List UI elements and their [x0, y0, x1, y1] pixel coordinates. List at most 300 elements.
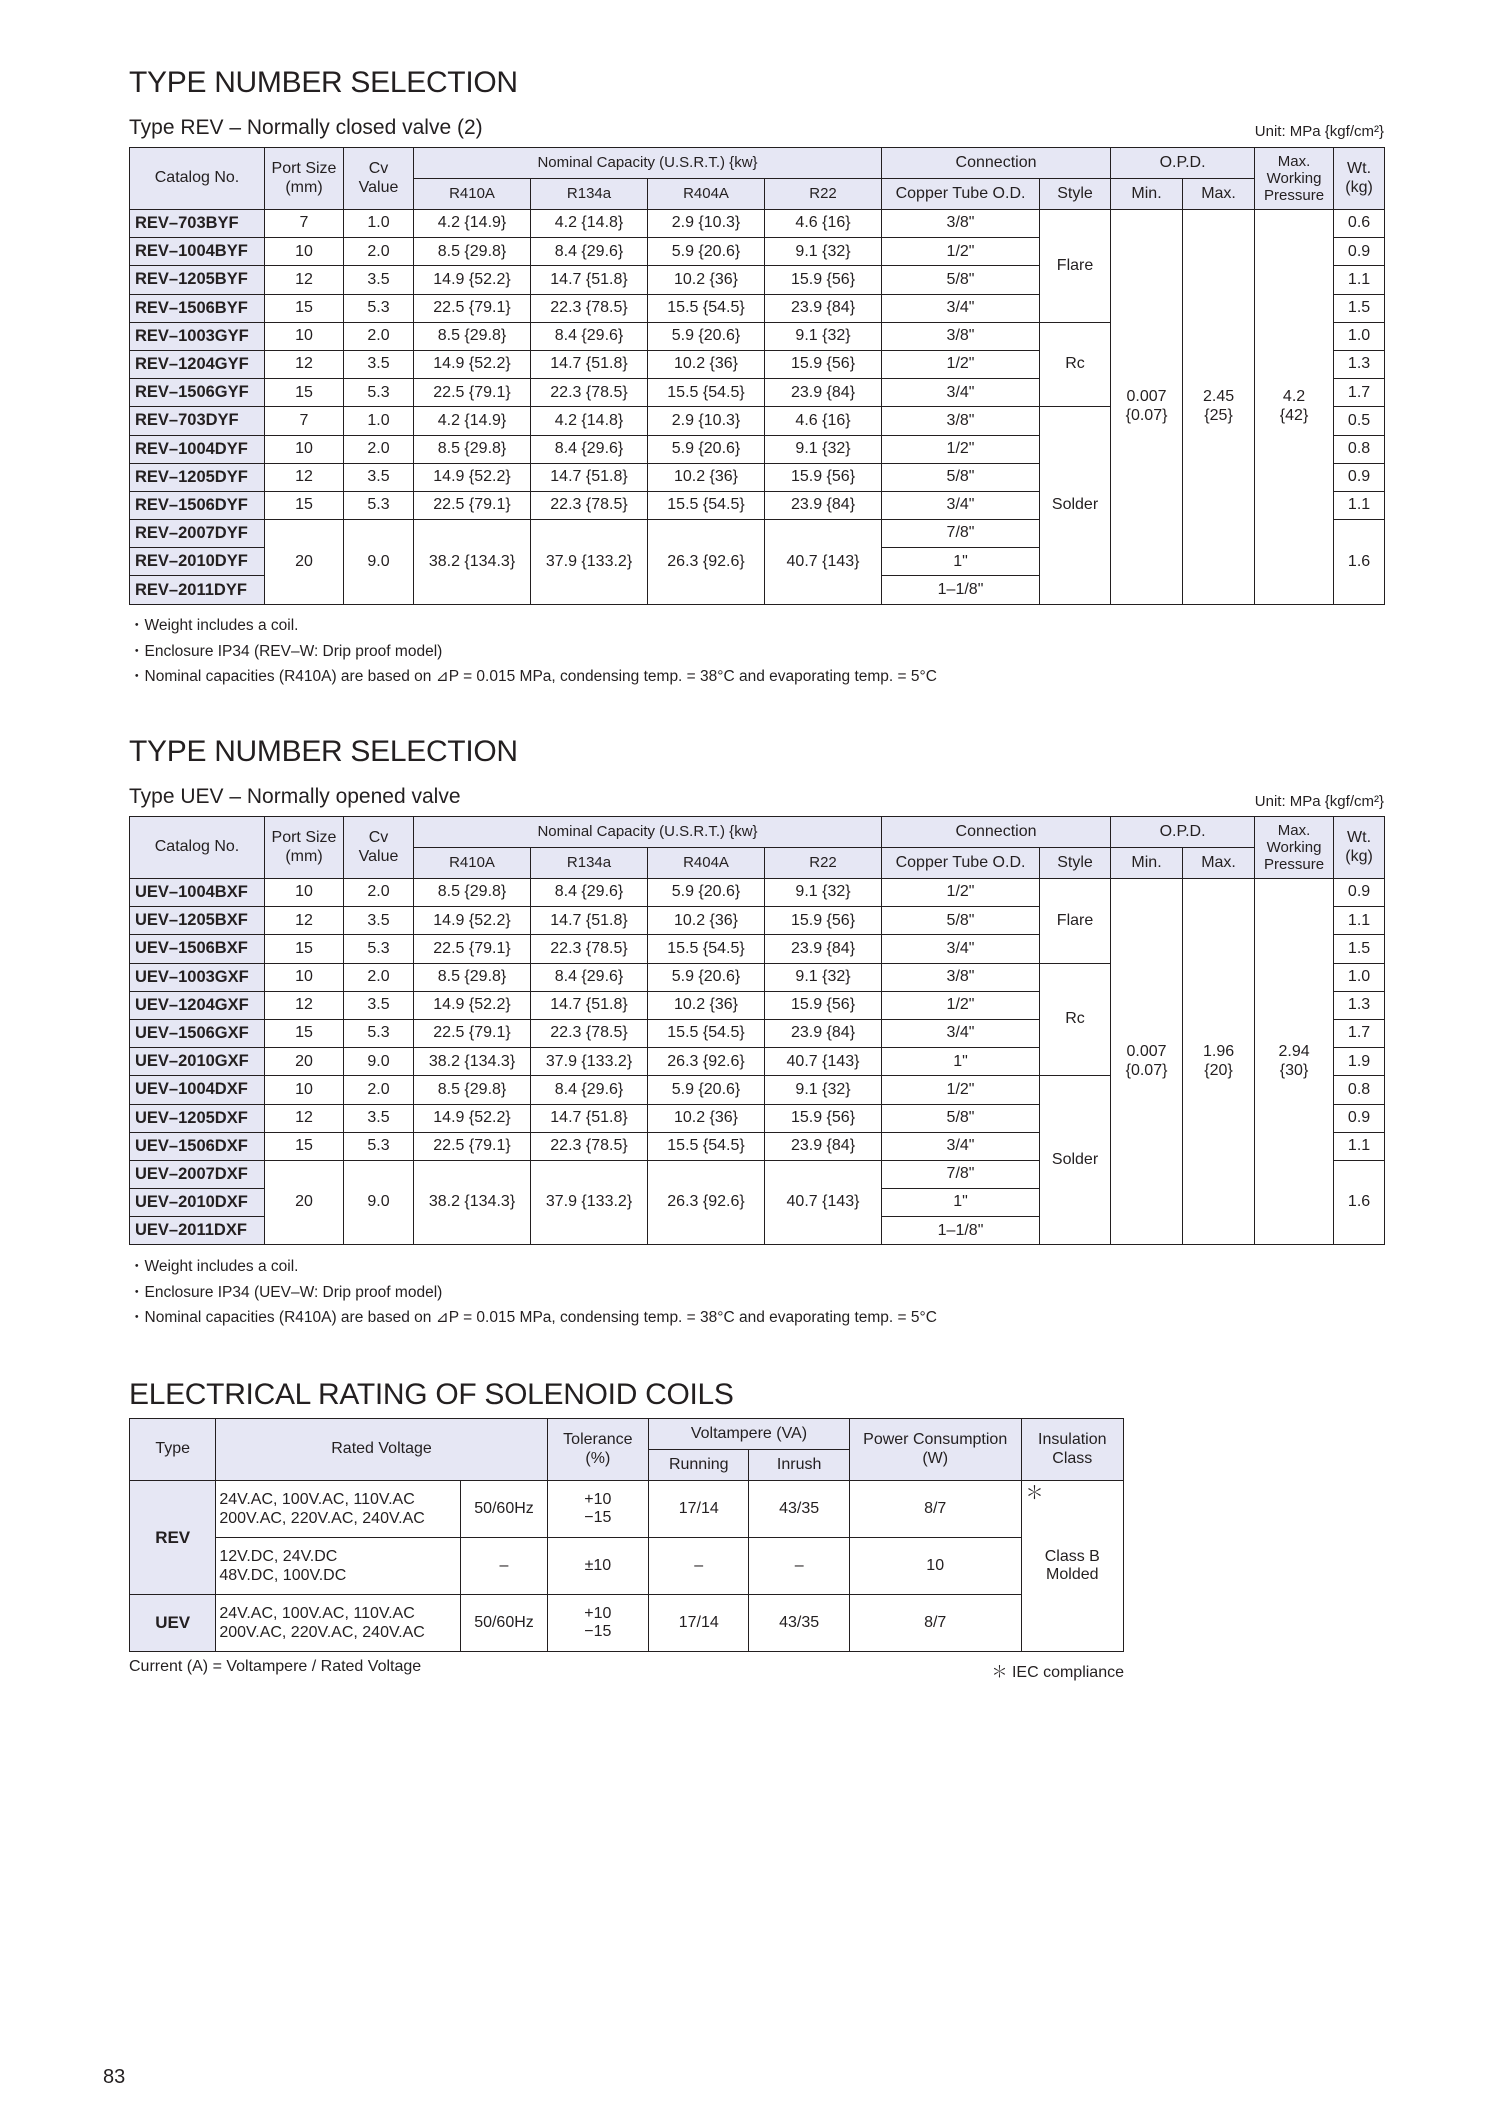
port-size-cell: 12: [265, 991, 344, 1019]
cv-value-cell: 2.0: [344, 879, 414, 907]
port-size-cell: 15: [265, 1132, 344, 1160]
r22-cell: 23.9 {84}: [765, 294, 882, 322]
port-size-cell: 20: [265, 520, 344, 605]
running-cell: 17/14: [649, 1481, 749, 1538]
uev-selection-table: [129, 816, 1385, 1245]
header-style: Style: [1040, 848, 1111, 879]
header-running: Running: [649, 1450, 749, 1481]
copper-tube-cell: 1/2": [882, 350, 1040, 378]
connection-style-cell: Flare: [1040, 210, 1111, 323]
header-port-size: Port Size (mm): [265, 148, 344, 210]
copper-tube-cell: 3/4": [882, 1019, 1040, 1047]
r410a-cell: 14.9 {52.2}: [414, 991, 531, 1019]
catalog-no-cell: UEV–1205DXF: [130, 1104, 265, 1132]
catalog-no-cell: REV–1506DYF: [130, 491, 265, 519]
weight-cell: 1.5: [1334, 935, 1385, 963]
r22-cell: 23.9 {84}: [765, 935, 882, 963]
catalog-no-cell: REV–1204GYF: [130, 350, 265, 378]
copper-tube-cell: 3/8": [882, 210, 1040, 238]
r22-cell: 40.7 {143}: [765, 520, 882, 605]
r404a-cell: 2.9 {10.3}: [648, 210, 765, 238]
header-catalog-no: Catalog No.: [130, 817, 265, 879]
r404a-cell: 5.9 {20.6}: [648, 963, 765, 991]
asterisk-icon: ＊: [1025, 1483, 1044, 1503]
table-row: [130, 1595, 1124, 1652]
r22-cell: 15.9 {56}: [765, 266, 882, 294]
uev-notes: [129, 1254, 937, 1331]
weight-cell: 1.5: [1334, 294, 1385, 322]
r134a-cell: 14.7 {51.8}: [531, 991, 648, 1019]
r22-cell: 23.9 {84}: [765, 1132, 882, 1160]
r404a-cell: 5.9 {20.6}: [648, 238, 765, 266]
weight-cell: 0.9: [1334, 879, 1385, 907]
catalog-no-cell: REV–2007DYF: [130, 520, 265, 548]
r404a-cell: 10.2 {36}: [648, 266, 765, 294]
header-opd-min: Min.: [1111, 179, 1183, 210]
r404a-cell: 10.2 {36}: [648, 1104, 765, 1132]
weight-cell: 1.3: [1334, 350, 1385, 378]
header-opd-max: Max.: [1183, 179, 1255, 210]
copper-tube-cell: 5/8": [882, 907, 1040, 935]
weight-cell: 1.6: [1334, 1160, 1385, 1245]
r134a-cell: 8.4 {29.6}: [531, 879, 648, 907]
header-r404a: R404A: [648, 179, 765, 210]
weight-cell: 1.1: [1334, 266, 1385, 294]
r404a-cell: 5.9 {20.6}: [648, 322, 765, 350]
r134a-cell: 22.3 {78.5}: [531, 379, 648, 407]
port-size-cell: 15: [265, 491, 344, 519]
r404a-cell: 2.9 {10.3}: [648, 407, 765, 435]
frequency-cell: 50/60Hz: [461, 1481, 547, 1538]
uev-section-subtitle: Type UEV – Normally opened valve: [129, 785, 461, 808]
r410a-cell: 22.5 {79.1}: [414, 294, 531, 322]
r22-cell: 4.6 {16}: [765, 210, 882, 238]
weight-cell: 1.0: [1334, 322, 1385, 350]
copper-tube-cell: 3/8": [882, 963, 1040, 991]
r22-cell: 9.1 {32}: [765, 1076, 882, 1104]
r404a-cell: 15.5 {54.5}: [648, 491, 765, 519]
r134a-cell: 37.9 {133.2}: [531, 520, 648, 605]
note: ・ Enclosure IP34 (UEV–W: Drip proof model): [129, 1280, 937, 1306]
copper-tube-cell: 7/8": [882, 1160, 1040, 1188]
catalog-no-cell: REV–1003GYF: [130, 322, 265, 350]
header-r134a: R134a: [531, 179, 648, 210]
r22-cell: 4.6 {16}: [765, 407, 882, 435]
current-formula-note: Current (A) = Voltampere / Rated Voltage: [129, 1658, 422, 1675]
r410a-cell: 4.2 {14.9}: [414, 210, 531, 238]
header-r22: R22: [765, 179, 882, 210]
r134a-cell: 4.2 {14.8}: [531, 210, 648, 238]
table-row: [130, 210, 1385, 238]
r134a-cell: 14.7 {51.8}: [531, 463, 648, 491]
header-opd-max: Max.: [1183, 848, 1255, 879]
max-working-pressure-cell: 2.94 {30}: [1255, 879, 1334, 1245]
port-size-cell: 15: [265, 294, 344, 322]
r134a-cell: 22.3 {78.5}: [531, 1132, 648, 1160]
r134a-cell: 4.2 {14.8}: [531, 407, 648, 435]
copper-tube-cell: 7/8": [882, 520, 1040, 548]
catalog-no-cell: REV–703BYF: [130, 210, 265, 238]
r404a-cell: 5.9 {20.6}: [648, 435, 765, 463]
header-port-size: Port Size (mm): [265, 817, 344, 879]
copper-tube-cell: 5/8": [882, 1104, 1040, 1132]
frequency-cell: 50/60Hz: [461, 1595, 547, 1652]
copper-tube-cell: 1/2": [882, 435, 1040, 463]
port-size-cell: 7: [265, 407, 344, 435]
r410a-cell: 8.5 {29.8}: [414, 879, 531, 907]
catalog-no-cell: UEV–1506GXF: [130, 1019, 265, 1047]
r410a-cell: 14.9 {52.2}: [414, 350, 531, 378]
copper-tube-cell: 5/8": [882, 463, 1040, 491]
copper-tube-cell: 1–1/8": [882, 1217, 1040, 1245]
weight-cell: 1.1: [1334, 1132, 1385, 1160]
r134a-cell: 14.7 {51.8}: [531, 907, 648, 935]
weight-cell: 1.0: [1334, 963, 1385, 991]
type-cell: REV: [130, 1481, 216, 1595]
r22-cell: 15.9 {56}: [765, 991, 882, 1019]
weight-cell: 0.9: [1334, 1104, 1385, 1132]
copper-tube-cell: 1/2": [882, 1076, 1040, 1104]
copper-tube-cell: 3/4": [882, 491, 1040, 519]
r134a-cell: 8.4 {29.6}: [531, 322, 648, 350]
r404a-cell: 10.2 {36}: [648, 350, 765, 378]
running-cell: 17/14: [649, 1595, 749, 1652]
r134a-cell: 8.4 {29.6}: [531, 963, 648, 991]
rev-notes: [129, 613, 937, 690]
port-size-cell: 12: [265, 1104, 344, 1132]
opd-max-cell: 2.45 {25}: [1183, 210, 1255, 605]
weight-cell: 0.8: [1334, 435, 1385, 463]
copper-tube-cell: 3/4": [882, 1132, 1040, 1160]
header-copper-tube: Copper Tube O.D.: [882, 848, 1040, 879]
r404a-cell: 5.9 {20.6}: [648, 879, 765, 907]
catalog-no-cell: REV–1506BYF: [130, 294, 265, 322]
r22-cell: 40.7 {143}: [765, 1160, 882, 1245]
catalog-no-cell: UEV–1506BXF: [130, 935, 265, 963]
catalog-no-cell: REV–1506GYF: [130, 379, 265, 407]
header-weight: Wt. (kg): [1334, 148, 1385, 210]
cv-value-cell: 2.0: [344, 238, 414, 266]
r404a-cell: 15.5 {54.5}: [648, 294, 765, 322]
header-insulation-class: Insulation Class: [1021, 1419, 1123, 1481]
rev-section-subtitle: Type REV – Normally closed valve (2): [129, 116, 483, 139]
port-size-cell: 10: [265, 879, 344, 907]
cv-value-cell: 9.0: [344, 520, 414, 605]
r134a-cell: 37.9 {133.2}: [531, 1048, 648, 1076]
opd-max-cell: 1.96 {20}: [1183, 879, 1255, 1245]
copper-tube-cell: 3/4": [882, 379, 1040, 407]
header-r134a: R134a: [531, 848, 648, 879]
r22-cell: 15.9 {56}: [765, 350, 882, 378]
cv-value-cell: 3.5: [344, 463, 414, 491]
copper-tube-cell: 1/2": [882, 238, 1040, 266]
r404a-cell: 15.5 {54.5}: [648, 935, 765, 963]
connection-style-cell: Rc: [1040, 963, 1111, 1076]
r22-cell: 9.1 {32}: [765, 238, 882, 266]
cv-value-cell: 1.0: [344, 407, 414, 435]
cv-value-cell: 3.5: [344, 1104, 414, 1132]
r410a-cell: 8.5 {29.8}: [414, 963, 531, 991]
power-cell: 10: [849, 1538, 1021, 1595]
cv-value-cell: 5.3: [344, 935, 414, 963]
note: ・ Enclosure IP34 (REV–W: Drip proof model): [129, 639, 937, 665]
header-r410a: R410A: [414, 848, 531, 879]
catalog-no-cell: UEV–1004BXF: [130, 879, 265, 907]
weight-cell: 0.9: [1334, 463, 1385, 491]
copper-tube-cell: 3/8": [882, 407, 1040, 435]
r410a-cell: 38.2 {134.3}: [414, 1048, 531, 1076]
r410a-cell: 22.5 {79.1}: [414, 491, 531, 519]
rev-unit-label: Unit: MPa {kgf/cm²}: [1254, 123, 1384, 140]
cv-value-cell: 3.5: [344, 991, 414, 1019]
electrical-section-title: ELECTRICAL RATING OF SOLENOID COILS: [129, 1378, 734, 1411]
header-type: Type: [130, 1419, 216, 1481]
header-voltampere: Voltampere (VA): [649, 1419, 850, 1450]
insulation-class-cell: ＊ Class B Molded: [1021, 1481, 1123, 1652]
cv-value-cell: 3.5: [344, 350, 414, 378]
r404a-cell: 10.2 {36}: [648, 463, 765, 491]
r410a-cell: 22.5 {79.1}: [414, 1019, 531, 1047]
catalog-no-cell: REV–1205DYF: [130, 463, 265, 491]
page-number: 83: [103, 2066, 126, 2088]
r410a-cell: 8.5 {29.8}: [414, 322, 531, 350]
header-max-working-pressure: Max. Working Pressure: [1255, 817, 1334, 879]
port-size-cell: 10: [265, 435, 344, 463]
copper-tube-cell: 1": [882, 1048, 1040, 1076]
port-size-cell: 10: [265, 963, 344, 991]
inrush-cell: 43/35: [749, 1481, 849, 1538]
port-size-cell: 12: [265, 907, 344, 935]
copper-tube-cell: 3/8": [882, 322, 1040, 350]
r134a-cell: 14.7 {51.8}: [531, 266, 648, 294]
copper-tube-cell: 1/2": [882, 991, 1040, 1019]
weight-cell: 1.6: [1334, 520, 1385, 605]
catalog-no-cell: UEV–1004DXF: [130, 1076, 265, 1104]
header-tolerance: Tolerance (%): [547, 1419, 648, 1481]
copper-tube-cell: 3/4": [882, 294, 1040, 322]
opd-min-cell: 0.007 {0.07}: [1111, 879, 1183, 1245]
connection-style-cell: Rc: [1040, 322, 1111, 407]
r22-cell: 23.9 {84}: [765, 1019, 882, 1047]
r404a-cell: 15.5 {54.5}: [648, 1019, 765, 1047]
port-size-cell: 7: [265, 210, 344, 238]
type-cell: UEV: [130, 1595, 216, 1652]
header-nominal-capacity: Nominal Capacity (U.S.R.T.) {kw}: [414, 148, 882, 179]
connection-style-cell: Solder: [1040, 1076, 1111, 1245]
header-catalog-no: Catalog No.: [130, 148, 265, 210]
r404a-cell: 10.2 {36}: [648, 991, 765, 1019]
cv-value-cell: 5.3: [344, 1132, 414, 1160]
cv-value-cell: 5.3: [344, 1019, 414, 1047]
port-size-cell: 10: [265, 322, 344, 350]
cv-value-cell: 9.0: [344, 1160, 414, 1245]
weight-cell: 0.9: [1334, 238, 1385, 266]
r22-cell: 9.1 {32}: [765, 435, 882, 463]
weight-cell: 0.6: [1334, 210, 1385, 238]
catalog-no-cell: REV–1004BYF: [130, 238, 265, 266]
header-nominal-capacity: Nominal Capacity (U.S.R.T.) {kw}: [414, 817, 882, 848]
catalog-no-cell: UEV–2007DXF: [130, 1160, 265, 1188]
copper-tube-cell: 1/2": [882, 879, 1040, 907]
header-opd: O.P.D.: [1111, 817, 1255, 848]
catalog-no-cell: REV–2010DYF: [130, 548, 265, 576]
frequency-cell: –: [461, 1538, 547, 1595]
weight-cell: 0.8: [1334, 1076, 1385, 1104]
iec-compliance-note: ＊ IEC compliance: [991, 1664, 1124, 1681]
r134a-cell: 8.4 {29.6}: [531, 238, 648, 266]
catalog-no-cell: UEV–1205BXF: [130, 907, 265, 935]
header-cv-value: Cv Value: [344, 817, 414, 879]
rev-section-title: TYPE NUMBER SELECTION: [129, 66, 518, 99]
port-size-cell: 15: [265, 935, 344, 963]
header-rated-voltage: Rated Voltage: [216, 1419, 547, 1481]
rated-voltage-cell: 12V.DC, 24V.DC 48V.DC, 100V.DC: [216, 1538, 461, 1595]
r134a-cell: 14.7 {51.8}: [531, 1104, 648, 1132]
r22-cell: 40.7 {143}: [765, 1048, 882, 1076]
r404a-cell: 10.2 {36}: [648, 907, 765, 935]
catalog-no-cell: REV–2011DYF: [130, 576, 265, 604]
tolerance-cell: +10 −15: [547, 1595, 648, 1652]
port-size-cell: 20: [265, 1160, 344, 1245]
header-copper-tube: Copper Tube O.D.: [882, 179, 1040, 210]
r134a-cell: 37.9 {133.2}: [531, 1160, 648, 1245]
cv-value-cell: 5.3: [344, 379, 414, 407]
weight-cell: 1.1: [1334, 907, 1385, 935]
header-cv-value: Cv Value: [344, 148, 414, 210]
header-power-consumption: Power Consumption (W): [849, 1419, 1021, 1481]
r22-cell: 23.9 {84}: [765, 379, 882, 407]
copper-tube-cell: 3/4": [882, 935, 1040, 963]
port-size-cell: 12: [265, 350, 344, 378]
r22-cell: 15.9 {56}: [765, 907, 882, 935]
header-opd-min: Min.: [1111, 848, 1183, 879]
r410a-cell: 4.2 {14.9}: [414, 407, 531, 435]
uev-section-title: TYPE NUMBER SELECTION: [129, 735, 518, 768]
table-row: [130, 1538, 1124, 1595]
note: ・ Weight includes a coil.: [129, 1254, 937, 1280]
note: ・ Nominal capacities (R410A) are based on ⊿P = 0.015 MPa, condensing temp. = 38°C and evaporating temp. = 5°C: [129, 664, 937, 690]
r410a-cell: 14.9 {52.2}: [414, 907, 531, 935]
r134a-cell: 14.7 {51.8}: [531, 350, 648, 378]
r410a-cell: 14.9 {52.2}: [414, 266, 531, 294]
r134a-cell: 22.3 {78.5}: [531, 1019, 648, 1047]
r404a-cell: 15.5 {54.5}: [648, 1132, 765, 1160]
catalog-no-cell: UEV–1204GXF: [130, 991, 265, 1019]
weight-cell: 1.7: [1334, 379, 1385, 407]
r22-cell: 23.9 {84}: [765, 491, 882, 519]
connection-style-cell: Solder: [1040, 407, 1111, 604]
cv-value-cell: 5.3: [344, 491, 414, 519]
header-style: Style: [1040, 179, 1111, 210]
r22-cell: 15.9 {56}: [765, 463, 882, 491]
port-size-cell: 15: [265, 379, 344, 407]
inrush-cell: –: [749, 1538, 849, 1595]
r410a-cell: 8.5 {29.8}: [414, 1076, 531, 1104]
r404a-cell: 26.3 {92.6}: [648, 520, 765, 605]
weight-cell: 1.3: [1334, 991, 1385, 1019]
r404a-cell: 5.9 {20.6}: [648, 1076, 765, 1104]
header-inrush: Inrush: [749, 1450, 849, 1481]
power-cell: 8/7: [849, 1595, 1021, 1652]
r134a-cell: 8.4 {29.6}: [531, 1076, 648, 1104]
r410a-cell: 22.5 {79.1}: [414, 935, 531, 963]
header-weight: Wt. (kg): [1334, 817, 1385, 879]
cv-value-cell: 9.0: [344, 1048, 414, 1076]
weight-cell: 1.9: [1334, 1048, 1385, 1076]
r404a-cell: 15.5 {54.5}: [648, 379, 765, 407]
opd-min-cell: 0.007 {0.07}: [1111, 210, 1183, 605]
port-size-cell: 20: [265, 1048, 344, 1076]
r134a-cell: 22.3 {78.5}: [531, 935, 648, 963]
r410a-cell: 14.9 {52.2}: [414, 1104, 531, 1132]
cv-value-cell: 2.0: [344, 1076, 414, 1104]
port-size-cell: 15: [265, 1019, 344, 1047]
inrush-cell: 43/35: [749, 1595, 849, 1652]
r134a-cell: 22.3 {78.5}: [531, 294, 648, 322]
catalog-no-cell: UEV–2011DXF: [130, 1217, 265, 1245]
max-working-pressure-cell: 4.2 {42}: [1255, 210, 1334, 605]
r22-cell: 15.9 {56}: [765, 1104, 882, 1132]
r410a-cell: 38.2 {134.3}: [414, 1160, 531, 1245]
running-cell: –: [649, 1538, 749, 1595]
catalog-no-cell: UEV–1506DXF: [130, 1132, 265, 1160]
power-cell: 8/7: [849, 1481, 1021, 1538]
rated-voltage-cell: 24V.AC, 100V.AC, 110V.AC 200V.AC, 220V.AC, 240V.AC: [216, 1595, 461, 1652]
cv-value-cell: 3.5: [344, 266, 414, 294]
table-row: [130, 879, 1385, 907]
note: ・ Nominal capacities (R410A) are based on ⊿P = 0.015 MPa, condensing temp. = 38°C and evaporating temp. = 5°C: [129, 1305, 937, 1331]
cv-value-cell: 3.5: [344, 907, 414, 935]
header-connection: Connection: [882, 148, 1111, 179]
cv-value-cell: 1.0: [344, 210, 414, 238]
port-size-cell: 12: [265, 266, 344, 294]
note: ・ Weight includes a coil.: [129, 613, 937, 639]
r404a-cell: 26.3 {92.6}: [648, 1048, 765, 1076]
header-r410a: R410A: [414, 179, 531, 210]
r410a-cell: 22.5 {79.1}: [414, 1132, 531, 1160]
catalog-no-cell: UEV–2010GXF: [130, 1048, 265, 1076]
tolerance-cell: +10 −15: [547, 1481, 648, 1538]
r22-cell: 9.1 {32}: [765, 879, 882, 907]
catalog-no-cell: REV–703DYF: [130, 407, 265, 435]
weight-cell: 1.1: [1334, 491, 1385, 519]
connection-style-cell: Flare: [1040, 879, 1111, 964]
copper-tube-cell: 1": [882, 548, 1040, 576]
cv-value-cell: 5.3: [344, 294, 414, 322]
r410a-cell: 8.5 {29.8}: [414, 435, 531, 463]
header-r22: R22: [765, 848, 882, 879]
copper-tube-cell: 1": [882, 1189, 1040, 1217]
weight-cell: 0.5: [1334, 407, 1385, 435]
catalog-no-cell: REV–1004DYF: [130, 435, 265, 463]
r134a-cell: 22.3 {78.5}: [531, 491, 648, 519]
r22-cell: 9.1 {32}: [765, 963, 882, 991]
catalog-no-cell: UEV–2010DXF: [130, 1189, 265, 1217]
r410a-cell: 8.5 {29.8}: [414, 238, 531, 266]
rev-selection-table: [129, 147, 1385, 605]
r410a-cell: 38.2 {134.3}: [414, 520, 531, 605]
header-max-working-pressure: Max. Working Pressure: [1255, 148, 1334, 210]
r134a-cell: 8.4 {29.6}: [531, 435, 648, 463]
port-size-cell: 12: [265, 463, 344, 491]
r410a-cell: 22.5 {79.1}: [414, 379, 531, 407]
cv-value-cell: 2.0: [344, 963, 414, 991]
r410a-cell: 14.9 {52.2}: [414, 463, 531, 491]
copper-tube-cell: 1–1/8": [882, 576, 1040, 604]
catalog-no-cell: UEV–1003GXF: [130, 963, 265, 991]
electrical-rating-table: [129, 1418, 1124, 1652]
header-opd: O.P.D.: [1111, 148, 1255, 179]
